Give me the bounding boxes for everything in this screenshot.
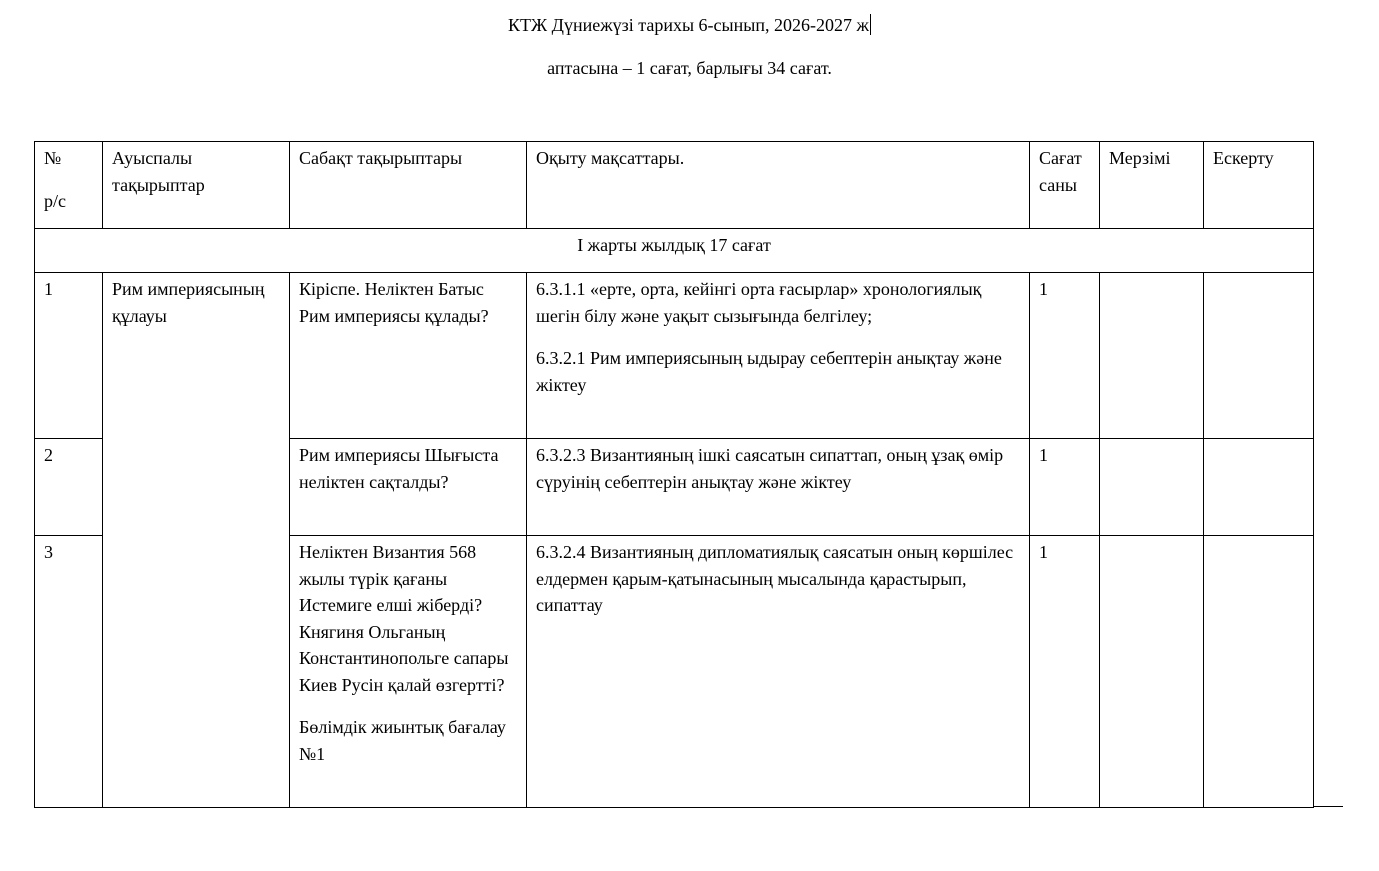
header-deadline[interactable]: Мерзімі — [1100, 142, 1204, 229]
table-row — [35, 273, 1314, 439]
hours-cell[interactable]: 1 — [1030, 536, 1100, 808]
hours-cell[interactable]: 1 — [1030, 439, 1100, 536]
objective-cell[interactable] — [527, 273, 1030, 439]
row-number[interactable]: 3 — [35, 536, 103, 808]
table-border-extension — [1313, 806, 1343, 807]
lesson-assessment: Бөлімдік жиынтық бағалау №1 — [299, 717, 506, 764]
header-cross-topics[interactable]: Ауыспалы тақырыптар — [103, 142, 290, 229]
deadline-cell[interactable] — [1100, 439, 1204, 536]
header-lesson-topics[interactable]: Сабақт тақырыптары — [290, 142, 527, 229]
hours-cell[interactable]: 1 — [1030, 273, 1100, 439]
header-row — [35, 142, 1314, 229]
objective-text: 6.3.2.4 Византияның дипломатиялық саясатын оның көршілес елдермен қарым-қатынасының мысалында қарастырып, сипаттау — [536, 542, 1014, 615]
header-hours[interactable]: Сағат саны — [1030, 142, 1100, 229]
note-cell[interactable] — [1204, 536, 1314, 808]
document-title — [0, 14, 1379, 36]
row-number[interactable]: 1 — [35, 273, 103, 439]
lesson-topic[interactable]: Рим империясы Шығыста неліктен сақталды? — [290, 439, 527, 536]
lesson-topic[interactable]: Кіріспе. Неліктен Батыс Рим империясы құлады? — [290, 273, 527, 439]
header-number-sub: р/с — [44, 190, 66, 211]
deadline-cell[interactable] — [1100, 273, 1204, 439]
objective-cell[interactable] — [527, 439, 1030, 536]
note-cell[interactable] — [1204, 273, 1314, 439]
objective-cell[interactable] — [527, 536, 1030, 808]
objective-text: 6.3.2.1 Рим империясының ыдырау себептерін анықтау және жіктеу — [536, 348, 1002, 395]
note-cell[interactable] — [1204, 439, 1314, 536]
text-cursor — [870, 14, 871, 35]
header-number: № — [44, 148, 62, 168]
document-title-text: КТЖ Дүниежүзі тарихы 6-сынып, 2026-2027 ж — [508, 15, 869, 35]
document-subtitle: аптасына – 1 сағат, барлығы 34 сағат. — [547, 58, 832, 78]
header-number-cell[interactable] — [35, 142, 103, 229]
row-number[interactable]: 2 — [35, 439, 103, 536]
objective-text: 6.3.1.1 «ерте, орта, кейінгі орта ғасырлар» хронологиялық шегін білу және уақыт сызығында белгілеу; — [536, 279, 982, 326]
cross-topic-cell[interactable]: Рим империясының құлауы — [103, 273, 290, 808]
section-label[interactable]: І жарты жылдық 17 сағат — [35, 229, 1314, 273]
lesson-topic: Неліктен Византия 568 жылы түрік қағаны Истемиге елші жіберді? Княгиня Ольганың Константинопольге сапары Киев Русін қалай өзгертті? — [299, 542, 509, 695]
header-objectives[interactable]: Оқыту мақсаттары. — [527, 142, 1030, 229]
section-row — [35, 229, 1314, 273]
lesson-topic-cell[interactable] — [290, 536, 527, 808]
deadline-cell[interactable] — [1100, 536, 1204, 808]
header-note[interactable]: Ескерту — [1204, 142, 1314, 229]
lesson-plan-table — [34, 141, 1314, 808]
objective-text: 6.3.2.3 Византияның ішкі саясатын сипаттап, оның ұзақ өмір сүруінің себептерін анықтау және жіктеу — [536, 445, 1004, 492]
